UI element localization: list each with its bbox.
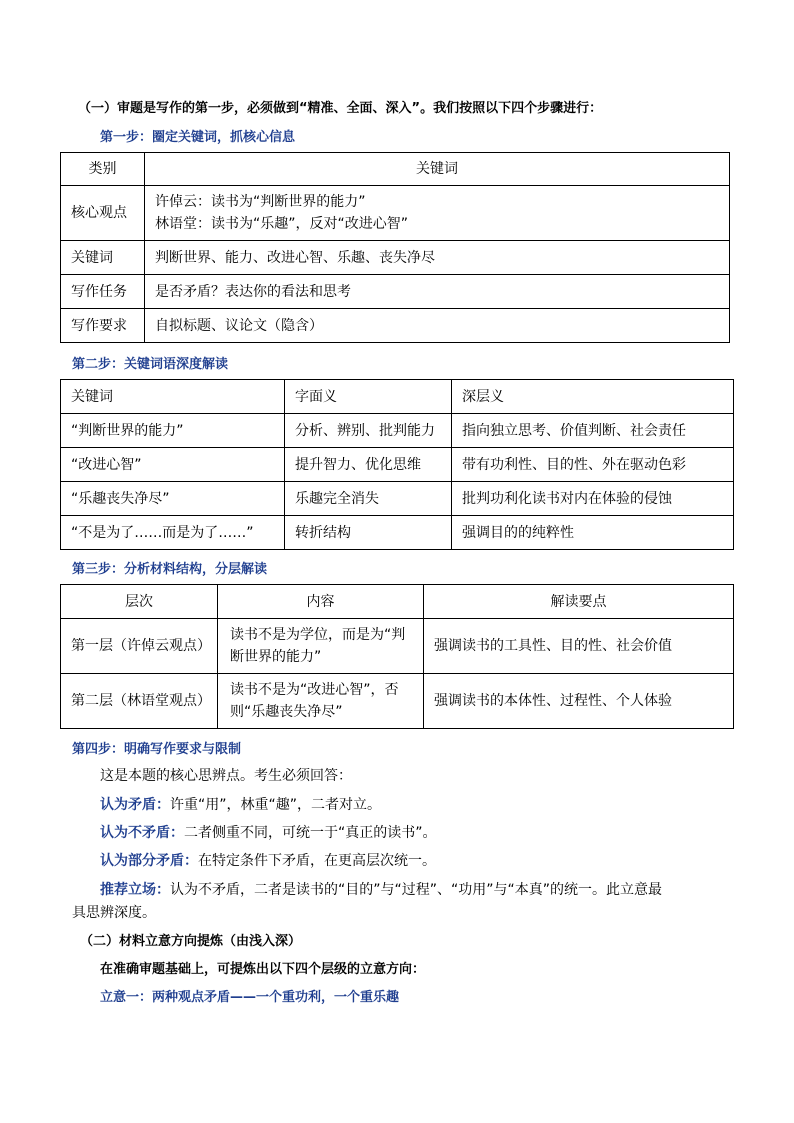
header-literal: 字面义 — [285, 380, 452, 414]
row-category: 写作要求 — [61, 309, 145, 343]
cell-literal: 转折结构 — [285, 516, 452, 550]
table-header-row — [61, 153, 730, 186]
stance-text: 许重“用”，林重“趣”，二者对立。 — [170, 797, 382, 813]
step3-title: 第三步：分析材料结构，分层解读 — [72, 562, 268, 577]
recommended-label: 推荐立场： — [100, 882, 170, 898]
header-keywords: 关键词 — [145, 153, 730, 186]
recommended-stance — [100, 879, 662, 899]
cell-level: 第一层（许倬云观点） — [61, 619, 218, 674]
step2-title: 第二步：关键词语深度解读 — [72, 357, 229, 372]
table-row — [61, 516, 734, 550]
table-row — [61, 241, 730, 275]
header-category: 类别 — [61, 153, 145, 186]
cell-literal: 分析、辨别、批判能力 — [285, 414, 452, 448]
cell-key-points: 强调读书的工具性、目的性、社会价值 — [424, 619, 734, 674]
table-row — [61, 448, 734, 482]
cell-keyword: “判断世界的能力” — [61, 414, 285, 448]
recommended-text: 认为不矛盾，二者是读书的“目的”与“过程”、“功用”与“本真”的统一。此立意最 — [170, 882, 663, 898]
cell-content: 读书不是为“改进心智”，否则“乐趣丧失净尽” — [218, 674, 424, 729]
keyword-table — [60, 152, 730, 343]
stance-label: 认为部分矛盾： — [100, 853, 198, 869]
step4-title: 第四步：明确写作要求与限制 — [72, 742, 242, 757]
keyword-line: 林语堂：读书为“乐趣”，反对“改进心智” — [155, 216, 409, 232]
section2-title: （二）材料立意方向提炼（由浅入深） — [80, 934, 302, 949]
keyword-line: 许倬云：读书为“判断世界的能力” — [155, 194, 366, 210]
header-keyword: 关键词 — [61, 380, 285, 414]
row-keywords: 判断世界、能力、改进心智、乐趣、丧失净尽 — [145, 241, 730, 275]
row-keywords — [145, 186, 730, 241]
intro-heading: （一）审题是写作的第一步，必须做到“精准、全面、深入”。我们按照以下四个步骤进行： — [78, 101, 603, 116]
row-category: 写作任务 — [61, 275, 145, 309]
row-keywords: 自拟标题、议论文（隐含） — [145, 309, 730, 343]
stance-text: 二者侧重不同，可统一于“真正的读书”。 — [184, 825, 437, 841]
header-deep: 深层义 — [452, 380, 734, 414]
cell-content: 读书不是为学位，而是为“判断世界的能力” — [218, 619, 424, 674]
cell-keyword: “改进心智” — [61, 448, 285, 482]
cell-keyword: “不是为了……而是为了……” — [61, 516, 285, 550]
stance-text: 在特定条件下矛盾，在更高层次统一。 — [198, 853, 436, 869]
cell-level: 第二层（林语堂观点） — [61, 674, 218, 729]
table-row — [61, 309, 730, 343]
cell-deep: 强调目的的纯粹性 — [452, 516, 734, 550]
stance-item — [100, 822, 437, 842]
table-row — [61, 275, 730, 309]
table-row — [61, 186, 730, 241]
header-level: 层次 — [61, 585, 218, 619]
stance-item — [100, 794, 381, 814]
cell-keyword: “乐趣丧失净尽” — [61, 482, 285, 516]
header-content: 内容 — [218, 585, 424, 619]
table-header-row — [61, 380, 734, 414]
recommended-text-cont: 具思辨深度。 — [72, 905, 156, 921]
interpretation-table — [60, 379, 734, 550]
table-row — [61, 674, 734, 729]
cell-key-points: 强调读书的本体性、过程性、个人体验 — [424, 674, 734, 729]
table-row — [61, 482, 734, 516]
stance-item — [100, 850, 436, 870]
stance-label: 认为不矛盾： — [100, 825, 184, 841]
cell-deep: 指向独立思考、价值判断、社会责任 — [452, 414, 734, 448]
cell-literal: 提升智力、优化思维 — [285, 448, 452, 482]
row-keywords: 是否矛盾？表达你的看法和思考 — [145, 275, 730, 309]
table-row — [61, 414, 734, 448]
row-category: 核心观点 — [61, 186, 145, 241]
step1-title: 第一步：圈定关键词，抓核心信息 — [100, 130, 296, 145]
cell-deep: 带有功利性、目的性、外在驱动色彩 — [452, 448, 734, 482]
stance-label: 认为矛盾： — [100, 797, 170, 813]
table-row — [61, 619, 734, 674]
header-key-points: 解读要点 — [424, 585, 734, 619]
cell-deep: 批判功利化读书对内在体验的侵蚀 — [452, 482, 734, 516]
structure-table — [60, 584, 734, 729]
cell-literal: 乐趣完全消失 — [285, 482, 452, 516]
table-header-row — [61, 585, 734, 619]
row-category: 关键词 — [61, 241, 145, 275]
section2-intro: 在准确审题基础上，可提炼出以下四个层级的立意方向： — [100, 962, 426, 977]
step4-paragraph: 这是本题的核心思辨点。考生必须回答： — [100, 768, 352, 784]
idea-1: 立意一：两种观点矛盾——一个重功利，一个重乐趣 — [100, 990, 400, 1005]
